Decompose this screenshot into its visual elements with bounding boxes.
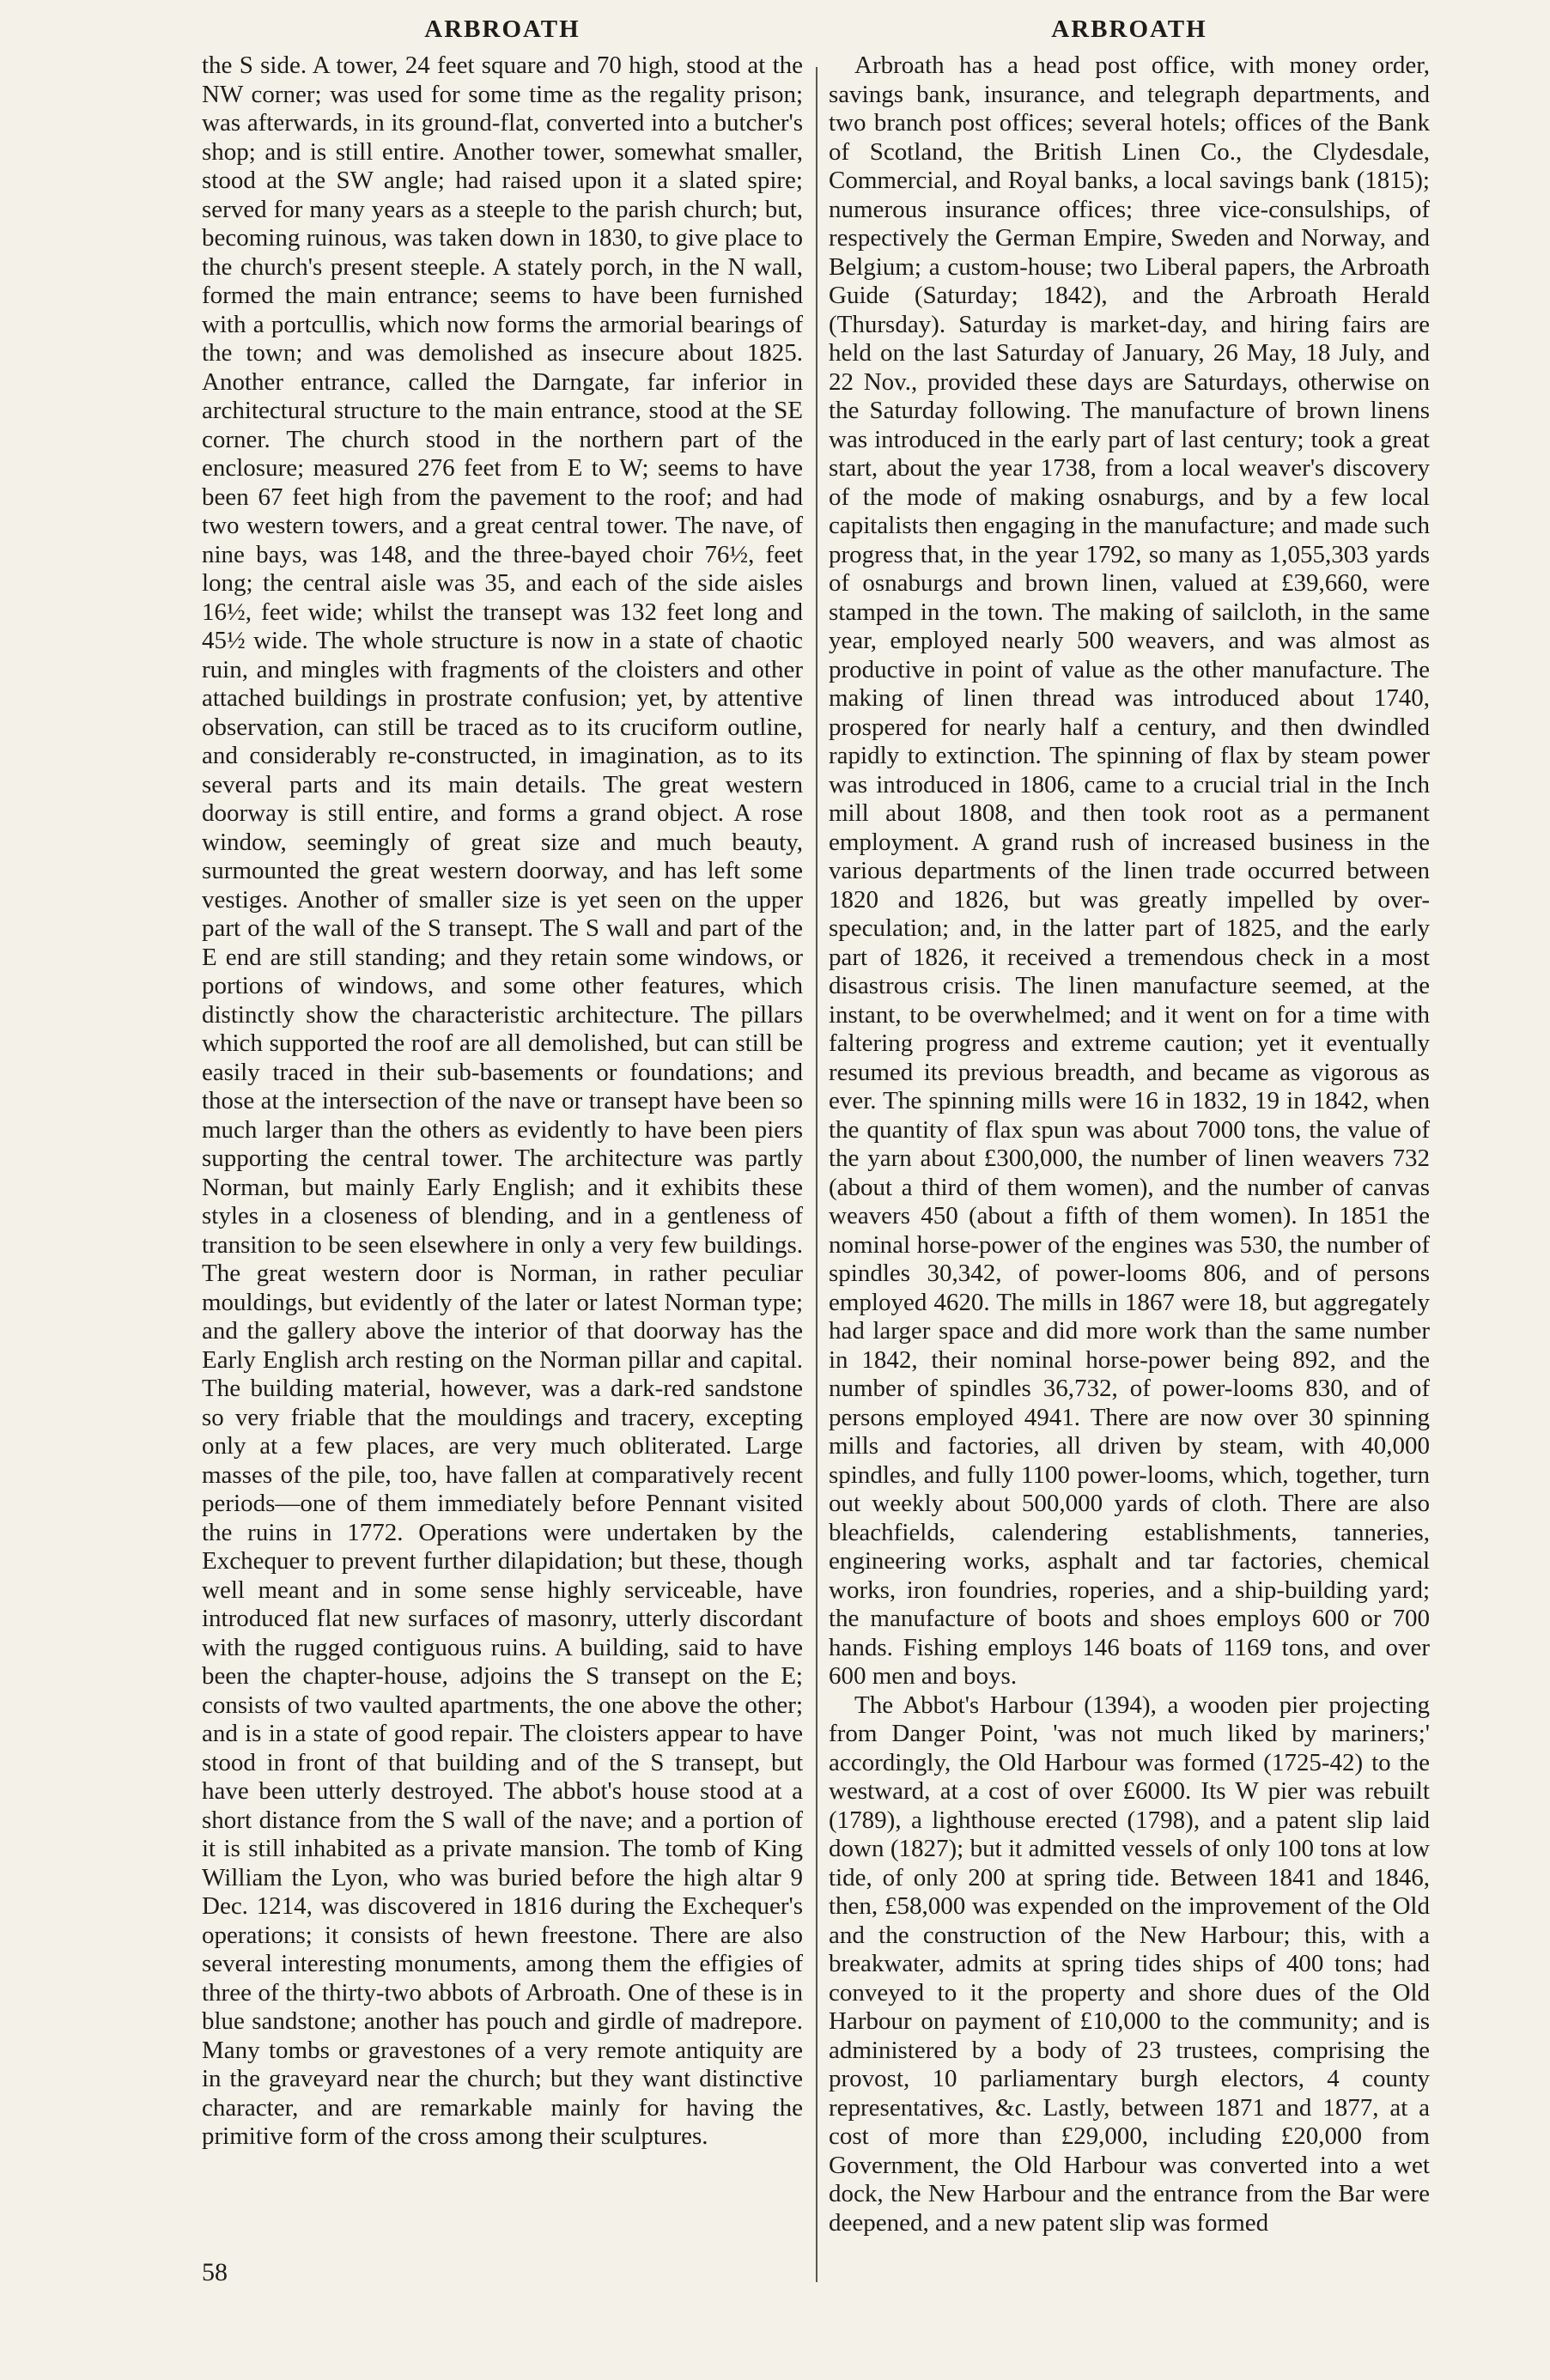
page-number: 58: [202, 2258, 228, 2286]
right-column: [829, 15, 1430, 2237]
left-running-head: ARBROATH: [424, 15, 580, 43]
right-column-text: [829, 52, 1430, 2237]
right-paragraph-2: The Abbot's Harbour (1394), a wooden pier projecting from Danger Point, 'was not much liked by mariners;' accordingly, the Old Harbour was formed (1725-42) to the westward, at a cost of over £6000. Its W pier was rebuilt (1789), a lighthouse erected (1798), and a patent slip laid down (1827); but it admitted vessels of only 100 tons at low tide, of only 200 at spring tide. Between 1841 and 1846, then, £58,000 was expended on the improvement of the Old and the construction of the New Harbour; this, with a breakwater, admits at spring tides ships of 400 tons; had conveyed to it the property and shore dues of the Old Harbour on payment of £10,000 to the community; and is administered by a body of 23 trustees, comprising the provost, 10 parliamentary burgh electors, 4 county representatives, &c. Lastly, between 1871 and 1877, at a cost of more than £29,000, including £20,000 from Government, the Old Harbour was converted into a wet dock, the New Harbour and the entrance from the Bar were deepened, and a new patent slip was formed: [829, 1691, 1430, 2237]
left-column: [202, 15, 803, 2152]
right-running-head: ARBROATH: [1051, 15, 1207, 43]
right-paragraph-1: Arbroath has a head post office, with money order, savings bank, insurance, and telegraph departments, and two branch post offices; several hotels; offices of the Bank of Scotland, the British Linen Co., the Clydesdale, Commercial, and Royal banks, a local savings bank (1815); numerous insurance offices; three vice-consulships, of respectively the German Empire, Sweden and Norway, and Belgium; a custom-house; two Liberal papers, the Arbroath Guide (Saturday; 1842), and the Arbroath Herald (Thursday). Saturday is market-day, and hiring fairs are held on the last Saturday of January, 26 May, 18 July, and 22 Nov., provided these days are Saturdays, otherwise on the Saturday following. The manufacture of brown linens was introduced in the early part of last century; took a great start, about the year 1738, from a local weaver's discovery of the mode of making osnaburgs, and by a few local capitalists then engaging in the manufacture; and made such progress that, in the year 1792, so many as 1,055,303 yards of osnaburgs and brown linen, valued at £39,660, were stamped in the town. The making of sailcloth, in the same year, employed nearly 500 weavers, and was almost as productive in point of value as the other manufacture. The making of linen thread was introduced about 1740, prospered for nearly half a century, and then dwindled rapidly to extinction. The spinning of flax by steam power was introduced in 1806, came to a crucial trial in the Inch mill about 1808, and then took root as a permanent employment. A grand rush of increased business in the various departments of the linen trade occurred between 1820 and 1826, but was greatly impelled by over-speculation; and, in the latter part of 1825, and the early part of 1826, it received a tremendous check in a most disastrous crisis. The linen manufacture seemed, at the instant, to be overwhelmed; and it went on for a time with faltering progress and extreme caution; yet it eventually resumed its previous breadth, and became as vigorous as ever. The spinning mills were 16 in 1832, 19 in 1842, when the quantity of flax spun was about 7000 tons, the value of the yarn about £300,000, the number of linen weavers 732 (about a third of them women), and the number of canvas weavers 450 (about a fifth of them women). In 1851 the nominal horse-power of the engines was 530, the number of spindles 30,342, of power-looms 806, and of persons employed 4620. The mills in 1867 were 18, but aggregately had larger space and did more work than the same number in 1842, their nominal horse-power being 892, and the number of spindles 36,732, of power-looms 830, and of persons employed 4941. There are now over 30 spinning mills and factories, all driven by steam, with 40,000 spindles, and fully 1100 power-looms, which, together, turn out weekly about 500,000 yards of cloth. There are also bleachfields, calendering establishments, tanneries, engineering works, asphalt and tar factories, chemical works, iron foundries, roperies, and a ship-building yard; the manufacture of boots and shoes employs 600 or 700 hands. Fishing employs 146 boats of 1169 tons, and over 600 men and boys.: [829, 52, 1430, 1690]
column-divider: [816, 67, 818, 2282]
left-paragraph-1: the S side. A tower, 24 feet square and 70 high, stood at the NW corner; was used for some time as the regality prison; was afterwards, in its ground-flat, converted into a butcher's shop; and is still entire. Another tower, somewhat smaller, stood at the SW angle; had raised upon it a slated spire; served for many years as a steeple to the parish church; but, becoming ruinous, was taken down in 1830, to give place to the church's present steeple. A stately porch, in the N wall, formed the main entrance; seems to have been furnished with a portcullis, which now forms the armorial bearings of the town; and was demolished as insecure about 1825. Another entrance, called the Darngate, far inferior in architectural structure to the main entrance, stood at the SE corner. The church stood in the northern part of the enclosure; measured 276 feet from E to W; seems to have been 67 feet high from the pavement to the roof; and had two western towers, and a great central tower. The nave, of nine bays, was 148, and the three-bayed choir 76½, feet long; the central aisle was 35, and each of the side aisles 16½, feet wide; whilst the transept was 132 feet long and 45½ wide. The whole structure is now in a state of chaotic ruin, and mingles with fragments of the cloisters and other attached buildings in prostrate confusion; yet, by attentive observation, can still be traced as to its cruciform outline, and considerably re-constructed, in imagination, as to its several parts and its main details. The great western doorway is still entire, and forms a grand object. A rose window, seemingly of great size and much beauty, surmounted the great western doorway, and has left some vestiges. Another of smaller size is yet seen on the upper part of the wall of the S transept. The S wall and part of the E end are still standing; and they retain some windows, or portions of windows, and some other features, which distinctly show the characteristic architecture. The pillars which supported the roof are all demolished, but can still be easily traced in their sub-basements or foundations; and those at the intersection of the nave or transept have been so much larger than the others as evidently to have been piers supporting the central tower. The architecture was partly Norman, but mainly Early English; and it exhibits these styles in a closeness of blending, and in a gentleness of transition to be seen elsewhere in only a very few buildings. The great western door is Norman, in rather peculiar mouldings, but evidently of the later or latest Norman type; and the gallery above the interior of that doorway has the Early English arch resting on the Norman pillar and capital. The building material, however, was a dark-red sandstone so very friable that the mouldings and tracery, excepting only at a few places, are very much obliterated. Large masses of the pile, too, have fallen at comparatively recent periods—one of them immediately before Pennant visited the ruins in 1772. Operations were undertaken by the Exchequer to prevent further dilapidation; but these, though well meant and in some sense highly serviceable, have introduced flat new surfaces of masonry, utterly discordant with the rugged contiguous ruins. A building, said to have been the chapter-house, adjoins the S transept on the E; consists of two vaulted apartments, the one above the other; and is in a state of good repair. The cloisters appear to have stood in front of that building and of the S transept, but have been utterly destroyed. The abbot's house stood at a short distance from the S wall of the nave; and a portion of it is still inhabited as a private mansion. The tomb of King William the Lyon, who was buried before the high altar 9 Dec. 1214, was discovered in 1816 during the Exchequer's operations; it consists of hewn freestone. There are also several interesting monuments, among them the effigies of three of the thirty-two abbots of Arbroath. One of these is in blue sandstone; another has pouch and girdle of madrepore. Many tombs or gravestones of a very remote antiquity are in the graveyard near the church; but they want distinctive character, and are remarkable mainly for having the primitive form of the cross among their sculptures.: [202, 52, 803, 2150]
left-column-text: [202, 52, 803, 2152]
